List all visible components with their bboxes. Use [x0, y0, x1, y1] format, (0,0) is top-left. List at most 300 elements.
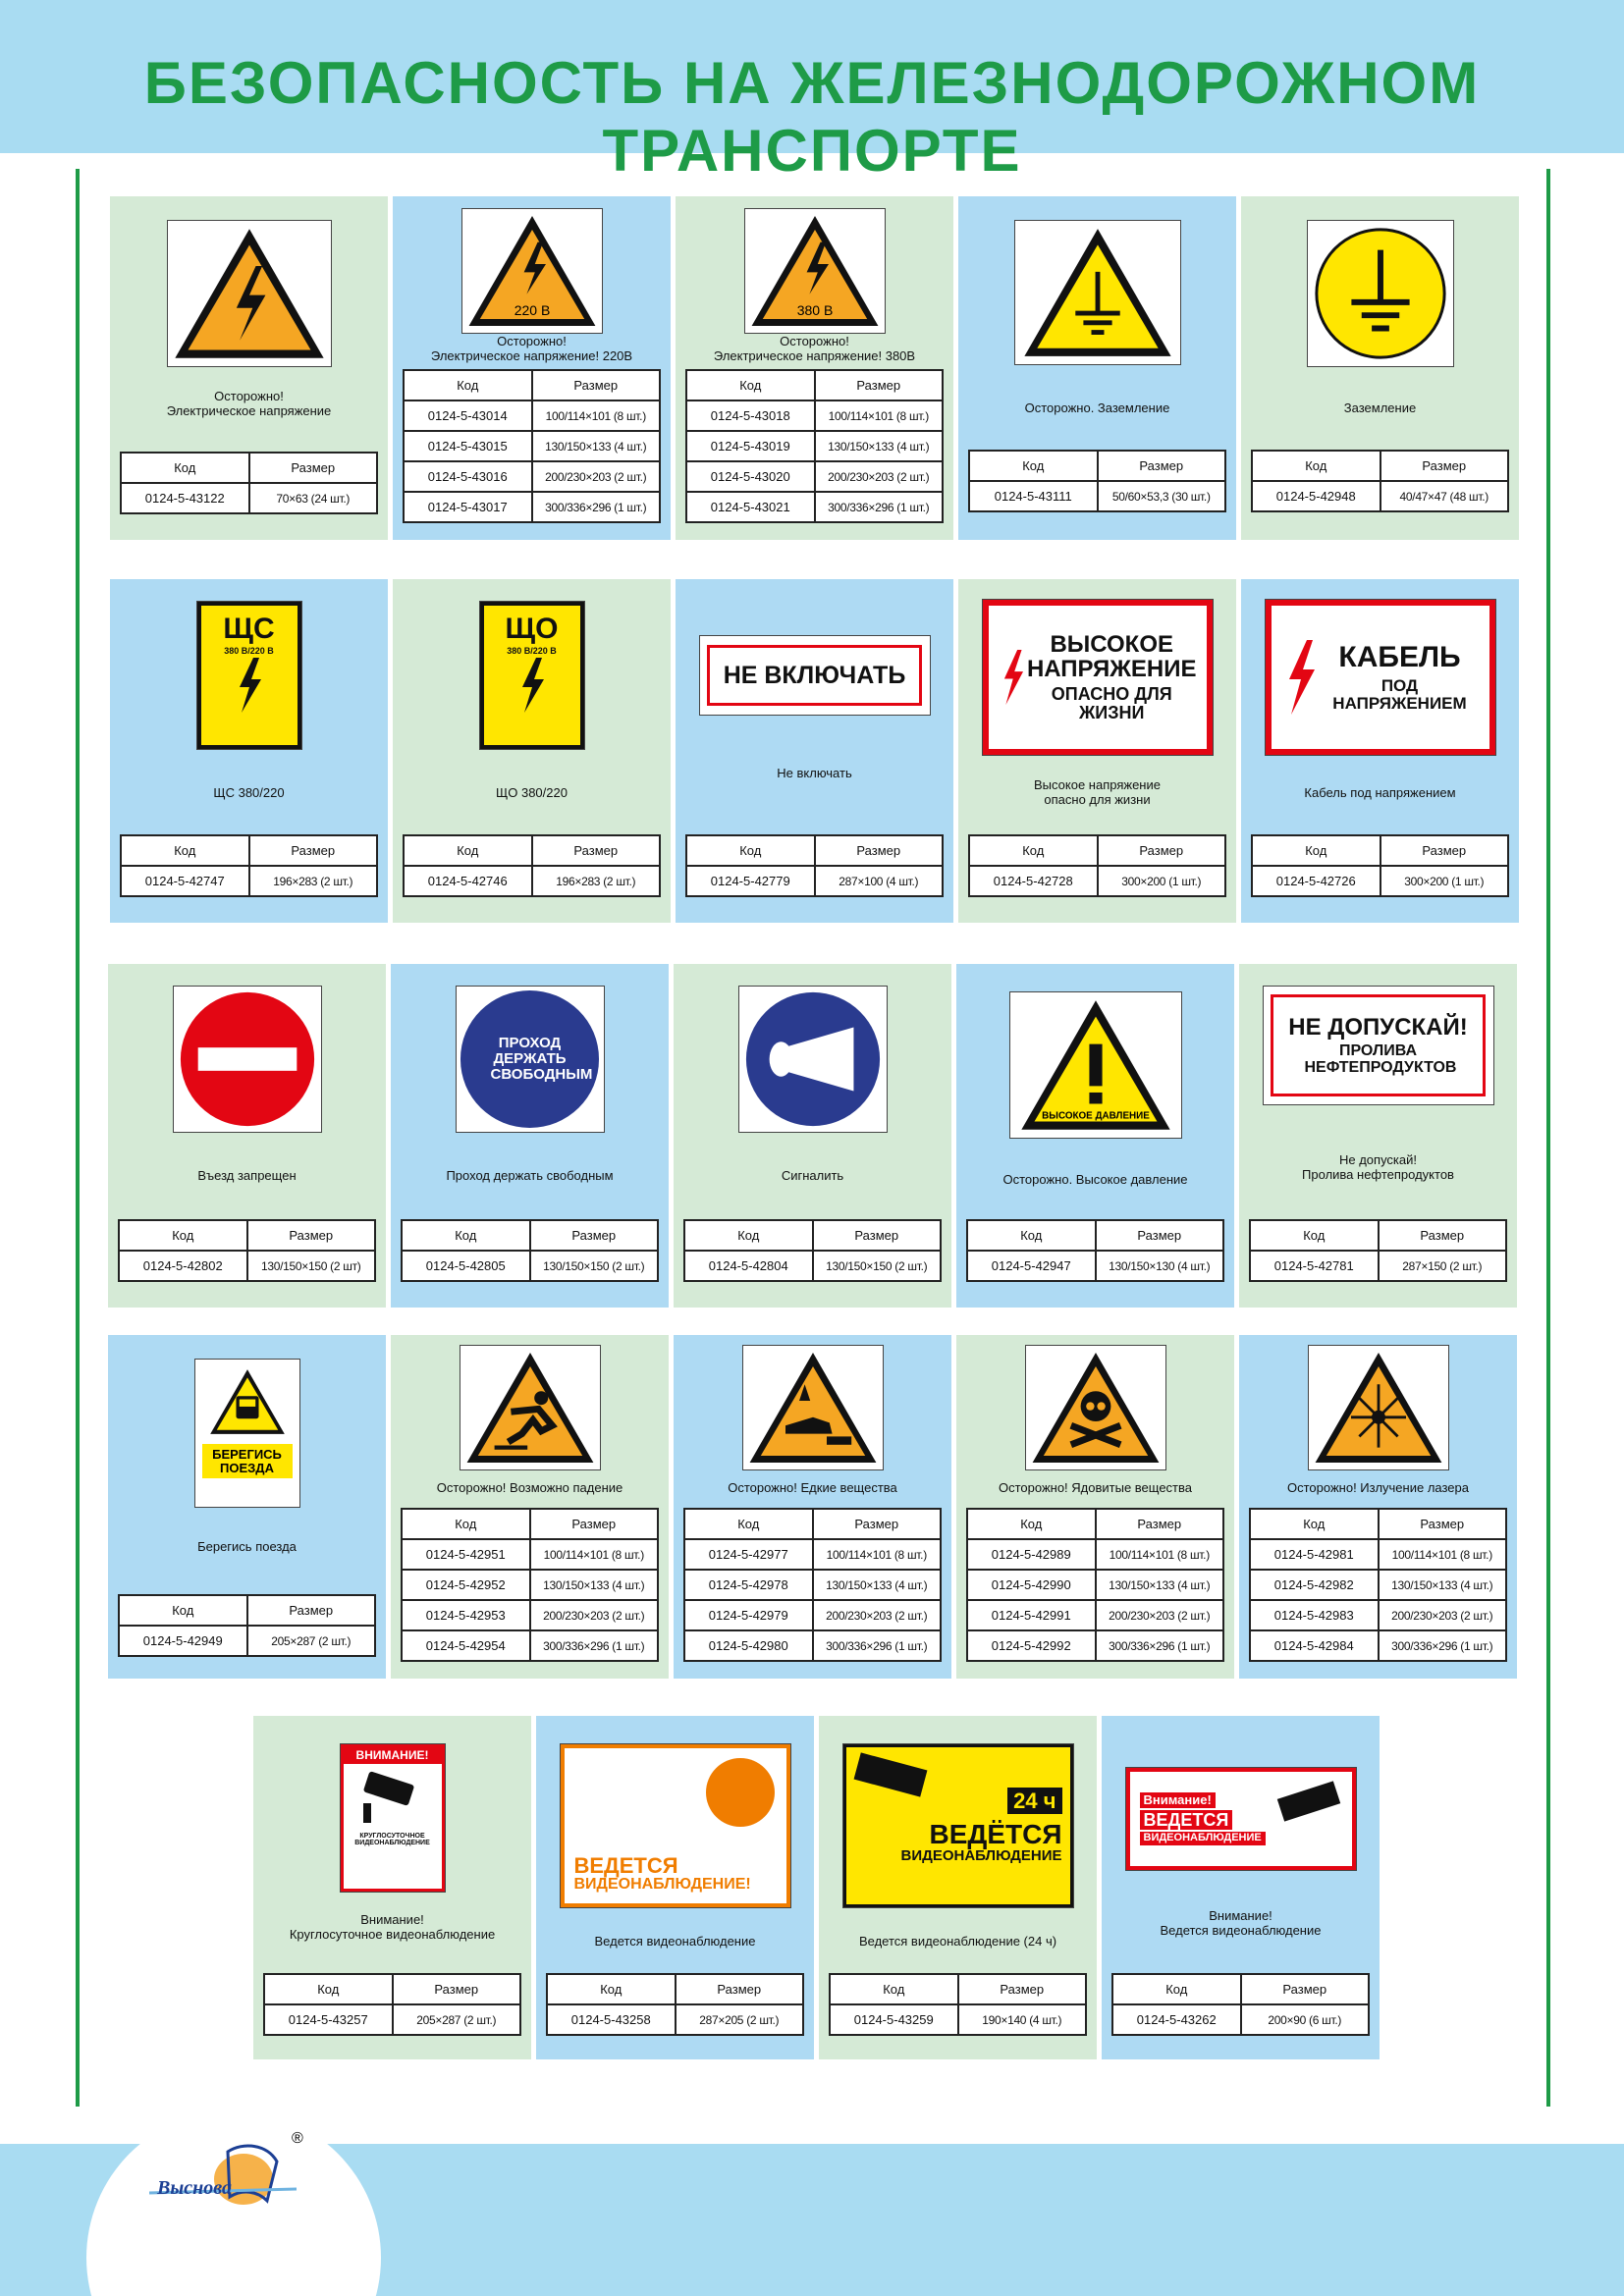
sign-card	[536, 1716, 814, 2059]
electric-voltage-220-warning-icon	[461, 208, 603, 334]
shcho-panel-sign-icon	[479, 601, 585, 750]
spec-table	[1249, 1219, 1507, 1282]
code-column-header: Код	[1250, 1509, 1379, 1539]
item-code: 0124-5-42947	[967, 1251, 1096, 1281]
item-code: 0124-5-42981	[1250, 1539, 1379, 1570]
item-code: 0124-5-43016	[404, 461, 532, 492]
item-size: 300/336×296 (1 шт.)	[532, 492, 661, 522]
item-code: 0124-5-43018	[686, 400, 815, 431]
no-entry-icon	[173, 986, 322, 1133]
spec-table	[1251, 834, 1509, 897]
sign-card	[819, 1716, 1097, 2059]
code-column-header: Код	[684, 1220, 813, 1251]
table-row	[404, 866, 660, 896]
table-row	[264, 2004, 520, 2035]
table-row	[684, 1630, 941, 1661]
item-size: 100/114×101 (8 шт.)	[813, 1539, 942, 1570]
table-row	[967, 1600, 1223, 1630]
sign-caption: Осторожно! Электрическое напряжение! 220В	[430, 334, 633, 363]
sign-caption: Высокое напряжение опасно для жизни	[1034, 777, 1161, 807]
item-code: 0124-5-43019	[686, 431, 815, 461]
item-code: 0124-5-42990	[967, 1570, 1096, 1600]
shs-panel-sign-icon	[196, 601, 302, 750]
sign-subtext: ПРОЛИВА НЕФТЕПРОДУКТОВ	[1304, 1041, 1457, 1076]
sign-card	[956, 1335, 1234, 1679]
item-code: 0124-5-42746	[404, 866, 532, 896]
size-column-header: Размер	[815, 370, 944, 400]
size-column-header: Размер	[1241, 1974, 1370, 2004]
size-column-header: Размер	[1098, 835, 1226, 866]
spec-table-header	[404, 370, 660, 400]
sign-caption: ЩС 380/220	[213, 785, 285, 800]
item-size: 205×287 (2 шт.)	[247, 1626, 376, 1656]
spec-table	[546, 1973, 804, 2036]
item-size: 130/150×133 (4 шт.)	[1096, 1570, 1224, 1600]
sign-subtext: ВИДЕОНАБЛЮДЕНИЕ	[900, 1847, 1062, 1865]
do-not-switch-on-sign-icon	[699, 635, 931, 716]
size-column-header: Размер	[530, 1220, 659, 1251]
spec-table	[1251, 450, 1509, 512]
table-row	[547, 2004, 803, 2035]
spec-table-header	[402, 1220, 658, 1251]
item-size: 40/47×47 (48 шт.)	[1380, 481, 1509, 511]
size-column-header: Размер	[247, 1595, 376, 1626]
sign-card	[391, 964, 669, 1308]
sign-text: БЕРЕГИСЬ ПОЕЗДА	[202, 1444, 293, 1478]
table-row	[969, 481, 1225, 511]
sign-caption: Осторожно! Ядовитые вещества	[998, 1480, 1193, 1495]
sign-text: ЩО	[505, 613, 559, 645]
item-size: 130/150×133 (4 шт.)	[1379, 1570, 1507, 1600]
item-size: 100/114×101 (8 шт.)	[532, 400, 661, 431]
sign-subtext: ВИДЕОНАБЛЮДЕНИЕ!	[573, 1876, 751, 1894]
table-row	[119, 1626, 375, 1656]
spec-table-header	[1112, 1974, 1369, 2004]
item-size: 300/336×296 (1 шт.)	[1379, 1630, 1507, 1661]
item-size: 300/336×296 (1 шт.)	[530, 1630, 659, 1661]
table-row	[830, 2004, 1086, 2035]
spec-table	[120, 834, 378, 897]
spec-table	[685, 834, 944, 897]
item-size: 300×200 (1 шт.)	[1098, 866, 1226, 896]
table-row	[121, 866, 377, 896]
sign-text: ВНИМАНИЕ!	[344, 1747, 442, 1764]
size-column-header: Размер	[1098, 451, 1226, 481]
item-size: 196×283 (2 шт.)	[249, 866, 378, 896]
sign-text: НЕ ВКЛЮЧАТЬ	[723, 661, 906, 689]
item-code: 0124-5-42779	[686, 866, 815, 896]
item-code: 0124-5-43017	[404, 492, 532, 522]
table-row	[121, 483, 377, 513]
cctv-red-sign-icon	[1125, 1767, 1357, 1871]
item-code: 0124-5-42979	[684, 1600, 813, 1630]
item-code: 0124-5-43259	[830, 2004, 958, 2035]
beware-of-train-icon	[194, 1359, 300, 1508]
item-code: 0124-5-42805	[402, 1251, 530, 1281]
spec-table	[685, 369, 944, 523]
spec-table	[966, 1219, 1224, 1282]
sign-text: НЕ ДОПУСКАЙ!	[1288, 1013, 1468, 1041]
sign-caption: Осторожно. Заземление	[1024, 400, 1170, 415]
sign-card	[676, 579, 953, 923]
item-size: 205×287 (2 шт.)	[393, 2004, 521, 2035]
spec-table	[403, 369, 661, 523]
cctv-orange-sign-icon	[560, 1743, 791, 1908]
item-size: 130/150×130 (4 шт.)	[1096, 1251, 1224, 1281]
sign-caption: Въезд запрещен	[197, 1168, 297, 1183]
table-row	[1250, 1600, 1506, 1630]
size-column-header: Размер	[815, 835, 944, 866]
item-code: 0124-5-43015	[404, 431, 532, 461]
code-column-header: Код	[969, 451, 1098, 481]
size-column-header: Размер	[249, 835, 378, 866]
sign-subtext: 380 В/220 В	[224, 645, 274, 656]
sign-card	[958, 196, 1236, 540]
code-column-header: Код	[969, 835, 1098, 866]
code-column-header: Код	[547, 1974, 676, 2004]
table-row	[686, 866, 943, 896]
spec-table	[118, 1219, 376, 1282]
code-column-header: Код	[1250, 1220, 1379, 1251]
size-column-header: Размер	[393, 1974, 521, 2004]
item-code: 0124-5-42953	[402, 1600, 530, 1630]
item-code: 0124-5-42984	[1250, 1630, 1379, 1661]
sign-subtext: 380 В/220 В	[507, 645, 557, 656]
sign-caption: ЩО 380/220	[496, 785, 568, 800]
table-row	[1250, 1251, 1506, 1281]
table-row	[402, 1570, 658, 1600]
sign-text: ВЫСОКОЕ ДАВЛЕНИЕ	[1041, 1110, 1150, 1122]
item-code: 0124-5-42781	[1250, 1251, 1379, 1281]
item-code: 0124-5-42804	[684, 1251, 813, 1281]
item-size: 50/60×53,3 (30 шт.)	[1098, 481, 1226, 511]
spec-table	[683, 1508, 942, 1662]
right-border-line	[1546, 169, 1550, 2107]
sign-card	[108, 1335, 386, 1679]
spec-table-header	[969, 835, 1225, 866]
table-row	[1250, 1630, 1506, 1661]
item-size: 100/114×101 (8 шт.)	[1379, 1539, 1507, 1570]
grounding-warning-icon	[1014, 220, 1181, 365]
item-size: 287×205 (2 шт.)	[676, 2004, 804, 2035]
sign-card	[108, 964, 386, 1308]
sign-caption: Внимание! Ведется видеонаблюдение	[1160, 1908, 1322, 1938]
item-size: 200/230×203 (2 шт.)	[813, 1600, 942, 1630]
spec-table	[966, 1508, 1224, 1662]
table-row	[1252, 866, 1508, 896]
item-size: 130/150×133 (4 шт.)	[530, 1570, 659, 1600]
sign-caption: Ведется видеонаблюдение	[594, 1934, 756, 1949]
keep-passage-clear-icon	[456, 986, 605, 1133]
code-column-header: Код	[404, 835, 532, 866]
item-code: 0124-5-42949	[119, 1626, 247, 1656]
item-size: 196×283 (2 шт.)	[532, 866, 661, 896]
item-code: 0124-5-42978	[684, 1570, 813, 1600]
table-row	[404, 400, 660, 431]
code-column-header: Код	[830, 1974, 958, 2004]
spec-table	[401, 1508, 659, 1662]
code-column-header: Код	[684, 1509, 813, 1539]
sign-card	[1239, 964, 1517, 1308]
spec-table	[968, 834, 1226, 897]
spec-table-header	[830, 1974, 1086, 2004]
laser-radiation-icon	[1308, 1345, 1449, 1470]
item-size: 200/230×203 (2 шт.)	[1379, 1600, 1507, 1630]
size-column-header: Размер	[1096, 1509, 1224, 1539]
item-code: 0124-5-43021	[686, 492, 815, 522]
sign-badge: 24 ч	[1007, 1788, 1061, 1814]
item-code: 0124-5-42954	[402, 1630, 530, 1661]
item-size: 190×140 (4 шт.)	[958, 2004, 1087, 2035]
sign-card	[1241, 579, 1519, 923]
sign-card	[1239, 1335, 1517, 1679]
voltage-label: 220 В	[514, 301, 550, 318]
table-row	[967, 1570, 1223, 1600]
table-row	[404, 431, 660, 461]
code-column-header: Код	[121, 453, 249, 483]
table-row	[967, 1251, 1223, 1281]
spec-table	[1249, 1508, 1507, 1662]
item-size: 300/336×296 (1 шт.)	[1096, 1630, 1224, 1661]
item-size: 200/230×203 (2 шт.)	[1096, 1600, 1224, 1630]
sign-subtext: ОПАСНО ДЛЯ ЖИЗНИ	[1051, 684, 1172, 723]
sign-card	[393, 579, 671, 923]
page-title: БЕЗОПАСНОСТЬ НА ЖЕЛЕЗНОДОРОЖНОМ ТРАНСПОРТЕ	[143, 50, 1481, 184]
size-column-header: Размер	[1379, 1509, 1507, 1539]
sign-caption: Берегись поезда	[197, 1539, 297, 1554]
sign-caption: Кабель под напряжением	[1304, 785, 1456, 800]
code-column-header: Код	[264, 1974, 393, 2004]
table-row	[1252, 481, 1508, 511]
sign-text: ПРОХОД ДЕРЖАТЬ СВОБОДНЫМ	[490, 1035, 593, 1083]
grounding-icon	[1307, 220, 1454, 367]
spec-table-header	[119, 1220, 375, 1251]
high-voltage-danger-sign-icon	[982, 599, 1214, 756]
item-size: 130/150×150 (2 шт.)	[813, 1251, 942, 1281]
registered-mark: ®	[292, 2130, 303, 2147]
sound-horn-icon	[738, 986, 888, 1133]
spec-table-header	[264, 1974, 520, 2004]
code-column-header: Код	[967, 1220, 1096, 1251]
table-row	[967, 1539, 1223, 1570]
item-code: 0124-5-43122	[121, 483, 249, 513]
table-row	[686, 492, 943, 522]
sign-card	[676, 196, 953, 540]
spec-table-header	[404, 835, 660, 866]
size-column-header: Размер	[532, 835, 661, 866]
item-code: 0124-5-42802	[119, 1251, 247, 1281]
spec-table-header	[121, 453, 377, 483]
sign-text: ВЕДЕТСЯ	[573, 1853, 678, 1879]
item-size: 300/336×296 (1 шт.)	[815, 492, 944, 522]
table-row	[1250, 1539, 1506, 1570]
sign-card	[958, 579, 1236, 923]
item-code: 0124-5-42726	[1252, 866, 1380, 896]
item-size: 300×200 (1 шт.)	[1380, 866, 1509, 896]
sign-caption: Не включать	[777, 766, 852, 780]
sign-card	[110, 579, 388, 923]
item-code: 0124-5-43257	[264, 2004, 393, 2035]
spec-table	[263, 1973, 521, 2036]
sign-subtext: КРУГЛОСУТОЧНОЕ ВИДЕОНАБЛЮДЕНИЕ	[354, 1832, 430, 1846]
spec-table-header	[402, 1509, 658, 1539]
item-size: 287×150 (2 шт.)	[1379, 1251, 1507, 1281]
item-code: 0124-5-43014	[404, 400, 532, 431]
sign-caption: Внимание! Круглосуточное видеонаблюдение	[289, 1912, 496, 1942]
item-size: 130/150×133 (4 шт.)	[532, 431, 661, 461]
code-column-header: Код	[402, 1220, 530, 1251]
sign-card	[393, 196, 671, 540]
code-column-header: Код	[119, 1220, 247, 1251]
item-code: 0124-5-42992	[967, 1630, 1096, 1661]
electric-voltage-380-warning-icon	[744, 208, 886, 334]
no-oil-spill-sign-icon	[1263, 986, 1494, 1105]
table-row	[402, 1600, 658, 1630]
item-size: 130/150×150 (2 шт.)	[530, 1251, 659, 1281]
table-row	[402, 1251, 658, 1281]
sign-card	[1241, 196, 1519, 540]
table-row	[1112, 2004, 1369, 2035]
code-column-header: Код	[119, 1595, 247, 1626]
spec-table-header	[1252, 451, 1508, 481]
item-code: 0124-5-43111	[969, 481, 1098, 511]
spec-table-header	[684, 1509, 941, 1539]
sign-text: КАБЕЛЬ	[1338, 641, 1461, 674]
code-column-header: Код	[967, 1509, 1096, 1539]
size-column-header: Размер	[958, 1974, 1087, 2004]
size-column-header: Размер	[247, 1220, 376, 1251]
sign-caption: Осторожно. Высокое давление	[1002, 1172, 1188, 1187]
table-row	[402, 1630, 658, 1661]
publisher-name: Выснова	[157, 2177, 232, 2199]
item-size: 200/230×203 (2 шт.)	[532, 461, 661, 492]
spec-table	[118, 1594, 376, 1657]
sign-card	[674, 1335, 951, 1679]
sign-card	[391, 1335, 669, 1679]
item-code: 0124-5-42952	[402, 1570, 530, 1600]
spec-table-header	[967, 1220, 1223, 1251]
item-size: 300/336×296 (1 шт.)	[813, 1630, 942, 1661]
item-size: 70×63 (24 шт.)	[249, 483, 378, 513]
size-column-header: Размер	[249, 453, 378, 483]
item-code: 0124-5-42948	[1252, 481, 1380, 511]
sign-card	[674, 964, 951, 1308]
left-border-line	[76, 169, 80, 2107]
spec-table-header	[967, 1509, 1223, 1539]
size-column-header: Размер	[532, 370, 661, 400]
table-row	[684, 1539, 941, 1570]
item-code: 0124-5-42977	[684, 1539, 813, 1570]
sign-caption: Сигналить	[781, 1168, 844, 1183]
spec-table	[683, 1219, 942, 1282]
item-code: 0124-5-42991	[967, 1600, 1096, 1630]
sign-subtext: ПОД НАПРЯЖЕНИЕМ	[1332, 675, 1467, 713]
item-size: 100/114×101 (8 шт.)	[530, 1539, 659, 1570]
falling-hazard-icon	[460, 1345, 601, 1470]
spec-table	[120, 452, 378, 514]
table-row	[404, 461, 660, 492]
sign-caption: Проход держать свободным	[446, 1168, 614, 1183]
sign-subtext-2: ВИДЕОНАБЛЮДЕНИЕ	[1140, 1832, 1266, 1845]
code-column-header: Код	[686, 835, 815, 866]
table-row	[1250, 1570, 1506, 1600]
code-column-header: Код	[404, 370, 532, 400]
table-row	[967, 1630, 1223, 1661]
toxic-substances-icon	[1025, 1345, 1166, 1470]
code-column-header: Код	[121, 835, 249, 866]
spec-table-header	[684, 1220, 941, 1251]
item-size: 200/230×203 (2 шт.)	[530, 1600, 659, 1630]
spec-table-header	[119, 1595, 375, 1626]
item-code: 0124-5-43020	[686, 461, 815, 492]
item-code: 0124-5-42989	[967, 1539, 1096, 1570]
item-size: 130/150×150 (2 шт)	[247, 1251, 376, 1281]
size-column-header: Размер	[1096, 1220, 1224, 1251]
spec-table	[403, 834, 661, 897]
spec-table-header	[686, 835, 943, 866]
size-column-header: Размер	[1379, 1220, 1507, 1251]
cctv-yellow-24h-sign-icon	[842, 1743, 1074, 1908]
spec-table	[1111, 1973, 1370, 2036]
sign-text: Внимание!	[1140, 1792, 1216, 1808]
size-column-header: Размер	[676, 1974, 804, 2004]
sign-caption: Осторожно! Электрическое напряжение! 380В	[713, 334, 916, 363]
item-code: 0124-5-42980	[684, 1630, 813, 1661]
table-row	[686, 400, 943, 431]
spec-table-header	[121, 835, 377, 866]
item-size: 100/114×101 (8 шт.)	[1096, 1539, 1224, 1570]
spec-table-header	[1250, 1509, 1506, 1539]
sign-card	[1102, 1716, 1380, 2059]
sign-text: ВЫСОКОЕ НАПРЯЖЕНИЕ	[1026, 630, 1197, 683]
item-size: 130/150×133 (4 шт.)	[813, 1570, 942, 1600]
spec-table	[401, 1219, 659, 1282]
sign-caption: Не допускай! Пролива нефтепродуктов	[1302, 1152, 1454, 1182]
size-column-header: Размер	[1380, 835, 1509, 866]
electric-voltage-warning-icon	[167, 220, 332, 367]
code-column-header: Код	[402, 1509, 530, 1539]
item-size: 200×90 (6 шт.)	[1241, 2004, 1370, 2035]
item-code: 0124-5-42982	[1250, 1570, 1379, 1600]
item-code: 0124-5-42951	[402, 1539, 530, 1570]
size-column-header: Размер	[530, 1509, 659, 1539]
spec-table-header	[1252, 835, 1508, 866]
live-cable-sign-icon	[1265, 599, 1496, 756]
table-row	[686, 431, 943, 461]
size-column-header: Размер	[813, 1509, 942, 1539]
item-code: 0124-5-43258	[547, 2004, 676, 2035]
table-row	[686, 461, 943, 492]
code-column-header: Код	[686, 370, 815, 400]
item-code: 0124-5-42747	[121, 866, 249, 896]
table-row	[684, 1570, 941, 1600]
cctv-24h-vertical-sign-icon	[340, 1743, 446, 1893]
sign-card	[110, 196, 388, 540]
spec-table-header	[547, 1974, 803, 2004]
sign-text: ВЕДЁТСЯ	[929, 1818, 1062, 1849]
sign-card	[253, 1716, 531, 2059]
spec-table-header	[969, 451, 1225, 481]
spec-table-header	[686, 370, 943, 400]
item-size: 130/150×133 (4 шт.)	[815, 431, 944, 461]
item-size: 100/114×101 (8 шт.)	[815, 400, 944, 431]
sign-caption: Осторожно! Излучение лазера	[1287, 1480, 1469, 1495]
table-row	[119, 1251, 375, 1281]
sign-caption: Заземление	[1343, 400, 1417, 415]
voltage-label: 380 В	[796, 301, 833, 318]
spec-table	[968, 450, 1226, 512]
item-code: 0124-5-43262	[1112, 2004, 1241, 2035]
